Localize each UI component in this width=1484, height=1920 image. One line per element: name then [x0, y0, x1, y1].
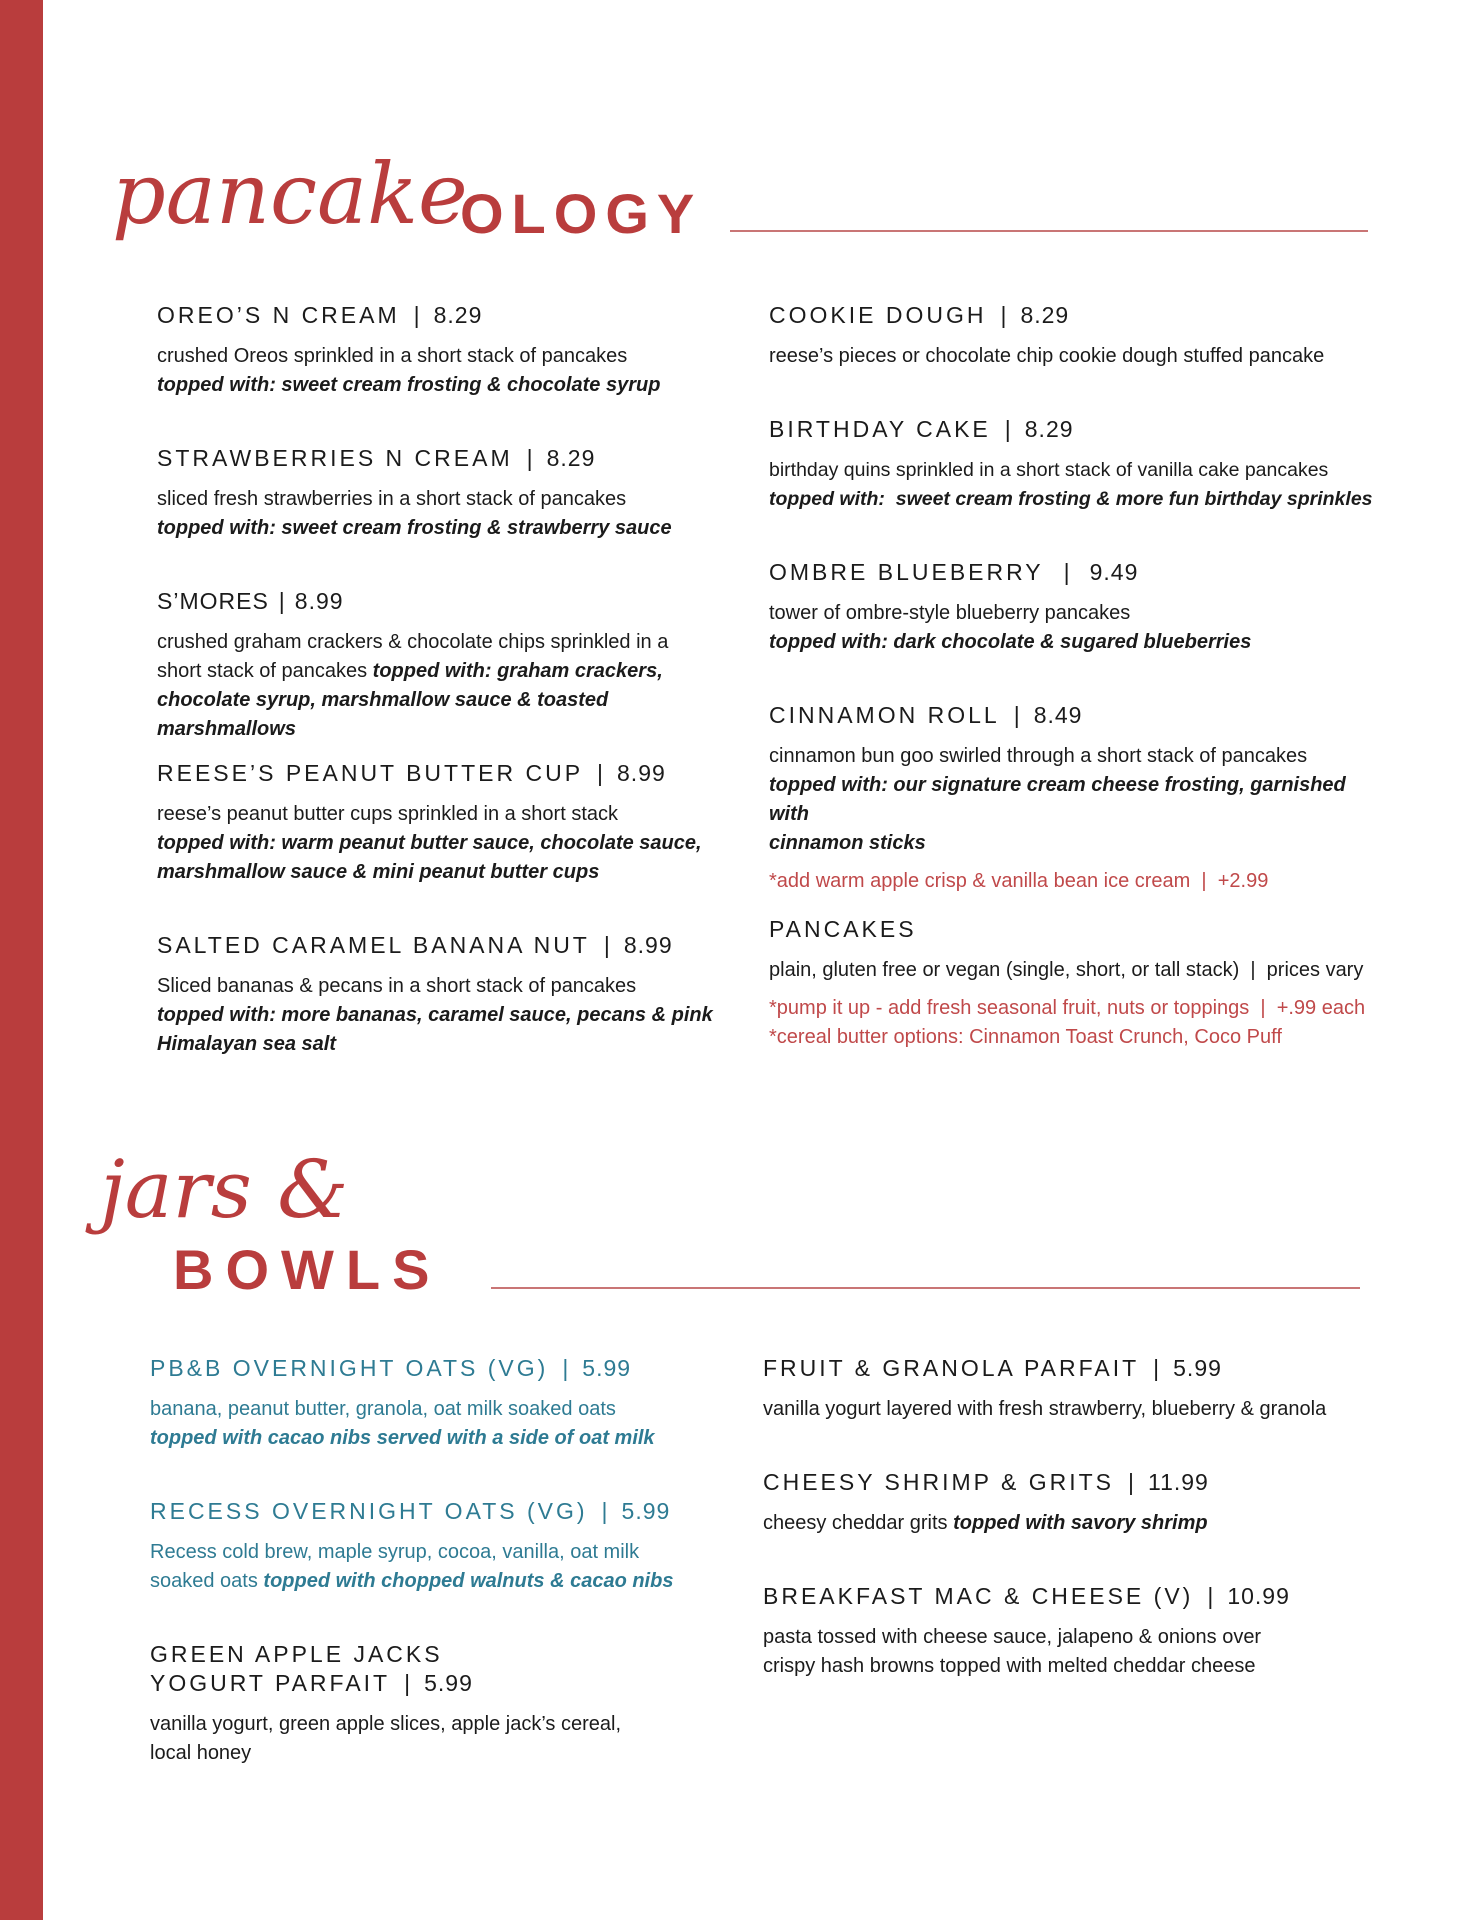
menu-item-smores [157, 587, 747, 744]
item-name: CINNAMON ROLL [769, 702, 1000, 728]
jars-header-rule [491, 1287, 1360, 1289]
menu-item-oreos-n-cream [157, 301, 747, 400]
item-title [763, 1468, 1363, 1497]
item-title [769, 701, 1369, 730]
item-name: PANCAKES [769, 916, 917, 942]
item-description [769, 742, 1369, 858]
item-description [769, 342, 1369, 371]
item-price: 8.99 [617, 760, 666, 786]
item-price: 8.29 [1024, 416, 1074, 442]
menu-item-ombre-blueberry [769, 558, 1369, 657]
description-line: crispy hash browns topped with melted cheddar cheese [763, 1655, 1256, 1677]
item-title [763, 1582, 1363, 1611]
item-title [769, 915, 1379, 944]
description-line-emphasis: topped with cacao nibs served with a side of oat milk [150, 1427, 655, 1449]
separator: | [601, 1498, 608, 1524]
description-plain: soaked oats [150, 1570, 264, 1592]
menu-item-salted-caramel-banana-nut [157, 931, 747, 1059]
item-price: 5.99 [621, 1498, 671, 1524]
separator: | [597, 760, 604, 786]
menu-item-fruit-granola-parfait [763, 1354, 1373, 1424]
item-name: STRAWBERRIES N CREAM [157, 445, 513, 471]
description-line: crushed graham crackers & chocolate chips sprinkled in a [157, 631, 669, 653]
item-name: S’MORES [157, 588, 269, 614]
item-price: 5.99 [424, 1670, 473, 1696]
description-line: plain, gluten free or vegan (single, short, or tall stack) | prices vary [769, 959, 1364, 981]
item-price: 8.99 [294, 588, 344, 614]
item-title [763, 1354, 1373, 1383]
description-line-mixed [150, 1567, 740, 1596]
item-description [763, 1623, 1363, 1681]
description-line: tower of ombre-style blueberry pancakes [769, 602, 1131, 624]
description-line: reese’s peanut butter cups sprinkled in a short stack [157, 803, 618, 825]
item-name: OMBRE BLUEBERRY [769, 559, 1044, 585]
description-line-mixed [157, 657, 747, 686]
item-description [157, 800, 747, 887]
item-name-continued: YOGURT PARFAIT [150, 1670, 391, 1696]
item-price: 8.29 [433, 302, 483, 328]
pancakes-header-rule [730, 230, 1368, 232]
item-price: 8.49 [1033, 702, 1083, 728]
separator: | [404, 1670, 411, 1696]
description-line-emphasis: topped with: sweet cream frosting & chocolate syrup [157, 374, 661, 396]
item-name: RECESS OVERNIGHT OATS (VG) [150, 1498, 588, 1524]
menu-item-strawberries-n-cream [157, 444, 747, 543]
description-line: Recess cold brew, maple syrup, cocoa, vanilla, oat milk [150, 1541, 640, 1563]
item-title [150, 1354, 740, 1383]
item-title-line-1 [150, 1640, 740, 1669]
menu-item-birthday-cake [769, 415, 1379, 514]
description-line: vanilla yogurt, green apple slices, apple jack’s cereal, [150, 1713, 622, 1735]
item-description [157, 342, 747, 400]
item-description [150, 1538, 740, 1596]
item-description [763, 1395, 1373, 1424]
item-description [157, 628, 747, 744]
description-plain: cheesy cheddar grits [763, 1512, 954, 1534]
item-price: 11.99 [1147, 1469, 1209, 1495]
item-price: 5.99 [1173, 1355, 1222, 1381]
separator: | [1153, 1355, 1160, 1381]
item-title [157, 931, 747, 960]
separator: | [1004, 416, 1011, 442]
description-plain: short stack of pancakes [157, 660, 373, 682]
separator: | [1000, 302, 1007, 328]
menu-item-cookie-dough [769, 301, 1369, 371]
description-line-emphasis: topped with: warm peanut butter sauce, chocolate sauce, [157, 832, 702, 854]
menu-item-reeses-peanut-butter-cup [157, 759, 747, 887]
menu-item-cheesy-shrimp-grits [763, 1468, 1363, 1538]
item-price: 5.99 [582, 1355, 632, 1381]
cereal-butter-note: *cereal butter options: Cinnamon Toast Crunch, Coco Puff [769, 1026, 1282, 1048]
description-line: banana, peanut butter, granola, oat milk soaked oats [150, 1398, 616, 1420]
description-line-mixed [763, 1509, 1363, 1538]
description-emphasis: topped with chopped walnuts & cacao nibs [263, 1570, 674, 1592]
description-line: birthday quins sprinkled in a short stack of vanilla cake pancakes [769, 459, 1329, 481]
item-title [157, 759, 747, 788]
item-title [769, 415, 1379, 444]
item-price: 9.49 [1089, 559, 1139, 585]
item-title [769, 301, 1369, 330]
separator: | [603, 932, 610, 958]
description-line: vanilla yogurt layered with fresh strawberry, blueberry & granola [763, 1398, 1327, 1420]
item-description [157, 972, 747, 1059]
description-line: sliced fresh strawberries in a short stack of pancakes [157, 488, 627, 510]
description-line-emphasis: cinnamon sticks [769, 832, 926, 854]
item-name: BREAKFAST MAC & CHEESE (V) [763, 1583, 1194, 1609]
item-name: BIRTHDAY CAKE [769, 416, 991, 442]
item-price: 8.99 [623, 932, 673, 958]
description-line-emphasis: topped with: sweet cream frosting & strawberry sauce [157, 517, 672, 539]
separator: | [1013, 702, 1020, 728]
pancake-script-heading: pancake [112, 145, 468, 243]
pump-it-up-note: *pump it up - add fresh seasonal fruit, nuts or toppings | +.99 each [769, 997, 1366, 1019]
separator: | [1128, 1469, 1134, 1495]
menu-item-cinnamon-roll [769, 701, 1369, 896]
item-price: 10.99 [1227, 1583, 1290, 1609]
separator: | [526, 445, 533, 471]
menu-item-recess-overnight-oats [150, 1497, 740, 1596]
description-line: pasta tossed with cheese sauce, jalapeno & onions over [763, 1626, 1262, 1648]
description-emphasis: topped with: graham crackers, [372, 660, 663, 682]
item-description [769, 956, 1379, 985]
description-emphasis: topped with savory shrimp [953, 1512, 1208, 1534]
description-line-emphasis: topped with: our signature cream cheese frosting, garnished with [769, 774, 1346, 825]
menu-item-breakfast-mac-cheese [763, 1582, 1363, 1681]
description-line: reese’s pieces or chocolate chip cookie dough stuffed pancake [769, 345, 1325, 367]
ology-caps-heading: OLOGY [460, 182, 703, 245]
item-title [769, 558, 1369, 587]
bowls-caps-heading: BOWLS [173, 1238, 442, 1301]
description-line-emphasis: topped with: sweet cream frosting & more fun birthday sprinkles [769, 488, 1373, 510]
item-price: 8.29 [1020, 302, 1070, 328]
item-price: 8.29 [546, 445, 596, 471]
item-description [150, 1395, 740, 1453]
separator: | [1207, 1583, 1214, 1609]
separator: | [413, 302, 420, 328]
item-name: PB&B OVERNIGHT OATS (VG) [150, 1355, 549, 1381]
description-line-emphasis: chocolate syrup, marshmallow sauce & toasted marshmallows [157, 689, 609, 740]
item-title-line-2 [150, 1669, 740, 1698]
item-description [763, 1509, 1363, 1538]
item-name: FRUIT & GRANOLA PARFAIT [763, 1355, 1140, 1381]
description-line-emphasis: topped with: dark chocolate & sugared blueberries [769, 631, 1252, 653]
item-name: GREEN APPLE JACKS [150, 1641, 443, 1667]
item-name: SALTED CARAMEL BANANA NUT [157, 932, 590, 958]
item-description [150, 1710, 740, 1768]
description-line-emphasis: topped with: more bananas, caramel sauce, pecans & pink [157, 1004, 713, 1026]
add-on-note: *add warm apple crisp & vanilla bean ice cream | +2.99 [769, 870, 1269, 892]
description-line: cinnamon bun goo swirled through a short stack of pancakes [769, 745, 1308, 767]
menu-item-pbb-overnight-oats [150, 1354, 740, 1453]
item-description [769, 456, 1379, 514]
item-title [150, 1497, 740, 1526]
item-title [157, 444, 747, 473]
item-name: CHEESY SHRIMP & GRITS [763, 1469, 1114, 1495]
separator: | [1063, 559, 1070, 585]
item-description [157, 485, 747, 543]
menu-item-pancakes [769, 915, 1379, 1052]
menu-item-green-apple-jacks-yogurt-parfait [150, 1640, 740, 1768]
description-line: Sliced bananas & pecans in a short stack of pancakes [157, 975, 637, 997]
description-line: local honey [150, 1742, 252, 1764]
item-title [157, 301, 747, 330]
description-line-emphasis: Himalayan sea salt [157, 1033, 336, 1055]
separator: | [562, 1355, 569, 1381]
jars-script-heading: jars & [100, 1143, 349, 1236]
item-name: COOKIE DOUGH [769, 302, 987, 328]
item-title [157, 587, 747, 616]
item-description [769, 599, 1369, 657]
side-accent-bar [0, 0, 43, 1920]
description-line-emphasis: marshmallow sauce & mini peanut butter cups [157, 861, 600, 883]
item-name: REESE’S PEANUT BUTTER CUP [157, 760, 584, 786]
separator: | [278, 588, 285, 614]
description-line: crushed Oreos sprinkled in a short stack of pancakes [157, 345, 628, 367]
item-name: OREO’S N CREAM [157, 302, 400, 328]
